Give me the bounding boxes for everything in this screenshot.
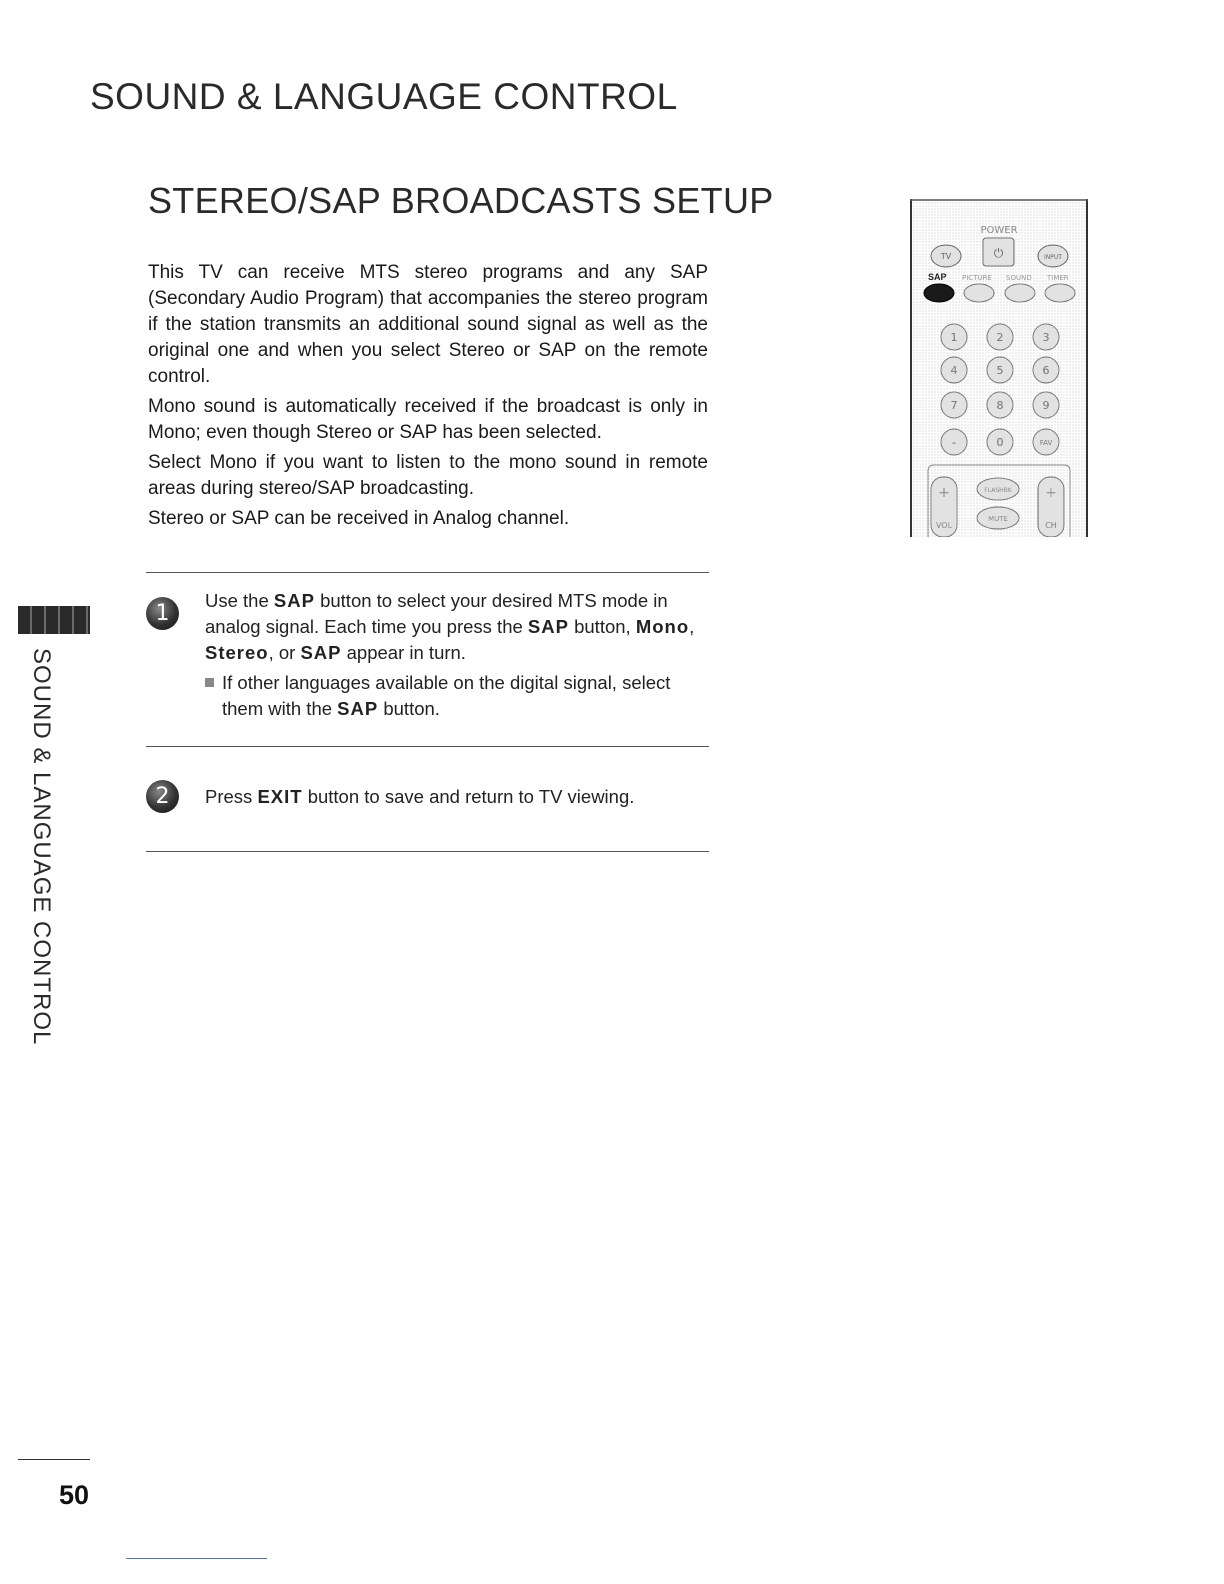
flashbk-label: FLASHBK (984, 487, 1012, 494)
mute-label: MUTE (988, 515, 1008, 523)
key-5-label: 5 (996, 364, 1004, 377)
intro-paragraph: This TV can receive MTS stereo programs and any SAP (Secondary Audio Program) that accompanies the stereo program if the station transmits an additional sound signal as well as the original one and when you select Stereo or SAP on the remote control. (148, 262, 708, 387)
side-tab-label: SOUND & LANGUAGE CONTROL (28, 648, 55, 1046)
picture-label: PICTURE (962, 274, 992, 282)
mono-keyword: Mono (635, 616, 690, 637)
fav-label: FAV (1039, 439, 1053, 447)
step-1 (146, 592, 709, 732)
picture-button (964, 284, 994, 302)
text-run: button. (378, 698, 440, 719)
step-2 (146, 780, 709, 830)
vol-label: VOL (935, 521, 953, 530)
timer-label: TIMER (1047, 274, 1069, 282)
step-1-note (205, 670, 705, 722)
text-run: Press (205, 786, 258, 807)
step-2-text (205, 784, 705, 810)
note-bullet-icon (205, 678, 214, 687)
text-run: , (689, 616, 695, 637)
intro-paragraph: Select Mono if you want to listen to the mono sound in remote areas during stereo/SAP broadcasting. (148, 452, 708, 499)
key-7-label: 7 (950, 399, 958, 412)
text-run: Use the (205, 590, 274, 611)
step-number-2-icon: 2 (146, 780, 179, 813)
sap-keyword: SAP (527, 616, 569, 637)
timer-button (1045, 284, 1075, 302)
divider (146, 572, 709, 573)
step-1-instruction (205, 588, 705, 666)
text-run: appear in turn. (341, 642, 466, 663)
sap-button (924, 284, 954, 302)
stereo-keyword: Stereo (205, 642, 269, 663)
input-label: INPUT (1044, 254, 1062, 261)
intro-paragraph: Stereo or SAP can be received in Analog channel. (148, 508, 570, 529)
sound-button (1005, 284, 1035, 302)
dash-label: - (952, 436, 956, 449)
footer-rule (126, 1558, 267, 1559)
text-run: , or (268, 642, 301, 663)
side-tab-marker (18, 606, 90, 634)
power-icon: ⏻ (993, 246, 1004, 260)
sap-keyword: SAP (337, 698, 379, 719)
sap-keyword: SAP (273, 590, 315, 611)
ch-label: CH (1045, 521, 1057, 530)
sap-label: SAP (928, 272, 947, 282)
key-3-label: 3 (1042, 331, 1050, 344)
key-4-label: 4 (950, 364, 958, 377)
key-8-label: 8 (996, 399, 1004, 412)
channel-up-icon: + (1045, 485, 1057, 501)
volume-up-icon: + (938, 485, 950, 501)
key-0-label: 0 (996, 436, 1004, 449)
text-run: If other languages available on the digital signal, select them with the (222, 672, 671, 719)
intro-paragraph: Mono sound is automatically received if the broadcast is only in Mono; even though Stereo or SAP has been selected. (148, 396, 708, 443)
step-1-text (205, 588, 705, 722)
divider (146, 746, 709, 747)
power-label: POWER (980, 225, 1018, 236)
chapter-title: SOUND & LANGUAGE CONTROL (90, 76, 678, 117)
page-number: 50 (59, 1480, 90, 1510)
key-1-label: 1 (950, 331, 958, 344)
key-2-label: 2 (996, 331, 1004, 344)
page-number-rule (18, 1459, 90, 1460)
sound-label: SOUND (1006, 274, 1032, 282)
sap-keyword: SAP (300, 642, 342, 663)
intro-text (148, 260, 708, 536)
key-6-label: 6 (1042, 364, 1050, 377)
key-9-label: 9 (1042, 399, 1050, 412)
remote-control-illustration (910, 199, 1088, 537)
exit-keyword: EXIT (257, 786, 303, 807)
section-title: STEREO/SAP BROADCASTS SETUP (148, 180, 774, 221)
divider (146, 851, 709, 852)
step-number-1-icon: 1 (146, 597, 179, 630)
text-run: button to select your desired MTS mode in analog signal. Each time you press the (205, 590, 668, 637)
remote-control-svg (910, 199, 1088, 537)
text-run: button, (568, 616, 636, 637)
text-run: button to save and return to TV viewing. (302, 786, 635, 807)
tv-label: TV (940, 252, 952, 261)
